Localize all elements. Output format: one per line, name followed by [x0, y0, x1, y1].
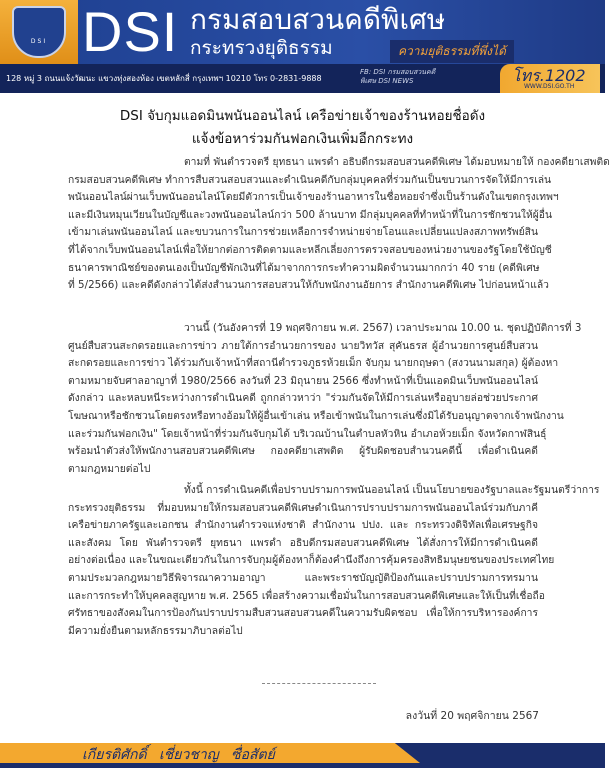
- footer-motto: เกียรติศักดิ์ เชี่ยวชาญ ซื่อสัตย์: [82, 747, 275, 763]
- separator-line: [262, 683, 376, 684]
- org-name: กรมสอบสวนคดีพิเศษ: [190, 3, 446, 36]
- headline-line-1: DSI จับกุมแอดมินพนันออนไลน์ เครือข่ายเจ้าของร้านหอยชื่อดัง: [119, 108, 486, 124]
- paragraph-line: สะกดรอยและการข่าว ได้ร่วมกับเจ้าหน้าที่สถานีตำรวจภูธรห้วยเม็ก จับกุม นายกฤษดา (สงวนนามสกุล) ผู้ต้องหา: [68, 357, 559, 370]
- paragraph-line: และการกระทำให้บุคคลสูญหาย พ.ศ. 2565 เพื่อสร้างความเชื่อมั่นในการสอบสวนคดีพิเศษและให้เป็นที่เชื่อถือ: [68, 589, 545, 602]
- release-date: ลงวันที่ 20 พฤศจิกายน 2567: [405, 710, 539, 722]
- facebook-info: FB: DSI กรมสอบสวนคดีพิเศษ DSI NEWS: [360, 68, 436, 85]
- paragraph-line: มีความยั่งยืนตามหลักธรรมาภิบาลต่อไป: [68, 624, 243, 637]
- paragraph-line: ที่ 5/2566) และคดีดังกล่าวได้ส่งสำนวนการสอบสวนให้กับพนักงานอัยการ สำนักงานคดีพิเศษ ไปก่อนหน้าแล้ว: [68, 279, 549, 292]
- paragraph-line: และมีเงินหมุนเวียนในบัญชีและวงพนันออนไลน์กว่า 500 ล้านบาท มีกลุ่มบุคคลที่ทำหน้าที่ในการชักชวนให้ผู้อื่น: [68, 208, 553, 221]
- website: WWW.DSI.GO.TH: [524, 83, 575, 90]
- paragraph-line: ธนาคารพาณิชย์ของตนเองเป็นบัญชีพักเงินที่ได้มาจากการกระทำความผิดจำนวนมากกว่า 40 ราย (คดีพิเศษ: [68, 261, 540, 274]
- slogan: ความยุติธรรมที่พึ่งได้: [390, 40, 514, 63]
- paragraph-line: กรมสอบสวนคดีพิเศษ ทำการสืบสวนสอบสวนและดำเนินคดีกับกลุ่มบุคคลที่ร่วมกันเป็นขบวนการจัดให้มีการเล่น: [68, 173, 552, 186]
- paragraph-line: ตามประมวลกฎหมายวิธีพิจารณาความอาญา และพระราชบัญญัติป้องกันและปราบปรามการทรมาน: [68, 572, 538, 584]
- address: 128 หมู่ 3 ถนนแจ้งวัฒนะ แขวงทุ่งสองห้อง เขตหลักสี่ กรุงเทพฯ 10210 โทร 0-2831-9888: [6, 74, 322, 83]
- paragraph-line: โฆษณาหรือชักชวนโดยตรงหรือทางอ้อมให้ผู้อื่นเข้าเล่น หรือเข้าพนันในการเล่นซึ่งมิได้รับอนุญาตจากเจ้าพนักงาน: [68, 410, 564, 422]
- paragraph-line: วานนี้ (วันอังคารที่ 19 พฤศจิกายน พ.ศ. 2567) เวลาประมาณ 10.00 น. ชุดปฏิบัติการที่ 3: [184, 322, 582, 334]
- dsi-seal-logo: DSI: [12, 6, 66, 58]
- paragraph-line: ศูนย์สืบสวนสะกดรอยและการข่าว ภายใต้การอำนวยการของ นายวิทวัส สุคันธรส ผู้อำนวยการศูนย์สืบสวน: [68, 339, 538, 352]
- paragraph-line: ดังกล่าว และหลบหนีระหว่างการดำเนินคดี ถูกกล่าวหาว่า "ร่วมกันจัดให้มีการเล่นหรืออุบายล่อช่วยประกาศ: [68, 392, 538, 405]
- paragraph-line: ศรัทธาของสังคมในการป้องกันปราบปรามสืบสวนสอบสวนคดีในความรับผิดชอบ เพื่อให้การบริหารองค์การ: [68, 607, 538, 620]
- paragraph-line: ตามที่ พันตำรวจตรี ยุทธนา แพรดำ อธิบดีกรมสอบสวนคดีพิเศษ ได้มอบหมายให้ กองคดียาเสพติด: [184, 156, 610, 168]
- headline-line-2: แจ้งข้อหาร่วมกันฟอกเงินเพิ่มอีกกระทง: [191, 131, 414, 147]
- paragraph-line: ทั้งนี้ การดำเนินคดีเพื่อปราบปรามการพนันออนไลน์ เป็นนโยบายของรัฐบาลและรัฐมนตรีว่าการ: [184, 484, 600, 496]
- paragraph-line: และร่วมกันฟอกเงิน" โดยเจ้าหน้าที่ร่วมกันจับกุมได้ บริเวณบ้านในตำบลหัวหิน อำเภอห้วยเม็ก จังหวัดกาฬสินธุ์: [68, 427, 547, 440]
- paragraph-line: ตามกฎหมายต่อไป: [68, 462, 151, 475]
- paragraph-line: อย่างต่อเนื่อง และในขณะเดียวกันในการจับกุมผู้ต้องหาก็ต้องคำนึงถึงการคุ้มครองสิทธิมนุษยชนของประเทศไทย: [68, 554, 555, 567]
- paragraph-line: เครือข่ายภาครัฐและเอกชน สำนักงานตำรวจแห่งชาติ สำนักงาน ปปง. และ กระทรวงดิจิทัลเพื่อเศรษฐกิจ: [68, 519, 538, 532]
- paragraph-line: พนันออนไลน์ผ่านเว็บพนันออนไลน์โดยมีตัวการเป็นเจ้าของร้านอาหารในชื่อหอยจ๋าซึ่งเป็นร้านดังในเขตกรุงเทพฯ: [68, 191, 559, 204]
- ministry-name: กระทรวงยุติธรรม: [190, 37, 333, 59]
- paragraph-line: และสังคม โดย พันตำรวจตรี ยุทธนา แพรดำ อธิบดีกรมสอบสวนคดีพิเศษ ได้สั่งการให้มีการดำเนินคดี: [68, 536, 538, 549]
- brand-logo: DSI: [82, 0, 179, 63]
- paragraph-line: พร้อมนำตัวส่งให้พนักงานสอบสวนคดีพิเศษ กองคดียาเสพติด ผู้รับผิดชอบสำนวนคดีนี้ เพื่อดำเนินคดี: [68, 445, 538, 458]
- hotline-number: โทร.1202: [512, 66, 586, 85]
- paragraph-line: กระทรวงยุติธรรม ที่มอบหมายให้กรมสอบสวนคดีพิเศษดำเนินการปราบปรามการพนันออนไลน์ร่วมกับภาคี: [68, 501, 538, 514]
- paragraph-line: ที่ได้จากเว็บพนันออนไลน์เพื่อให้ยากต่อการติดตามและหลีกเลี่ยงการตรวจสอบของหน่วยงานของรัฐโดยใช้บัญชี: [68, 244, 552, 256]
- paragraph-line: ตามหมายจับศาลอาญาที่ 1980/2566 ลงวันที่ 23 มิถุนายน 2566 ซึ่งทำหน้าที่เป็นแอดมินเว็บพนันออนไลน์: [68, 374, 538, 387]
- paragraph-line: เข้ามาเล่นพนันออนไลน์ และขบวนการในการช่วยเหลือการจำหน่ายจ่ายโอนและเปลี่ยนแปลงสภาพทรัพย์สิน: [68, 226, 538, 239]
